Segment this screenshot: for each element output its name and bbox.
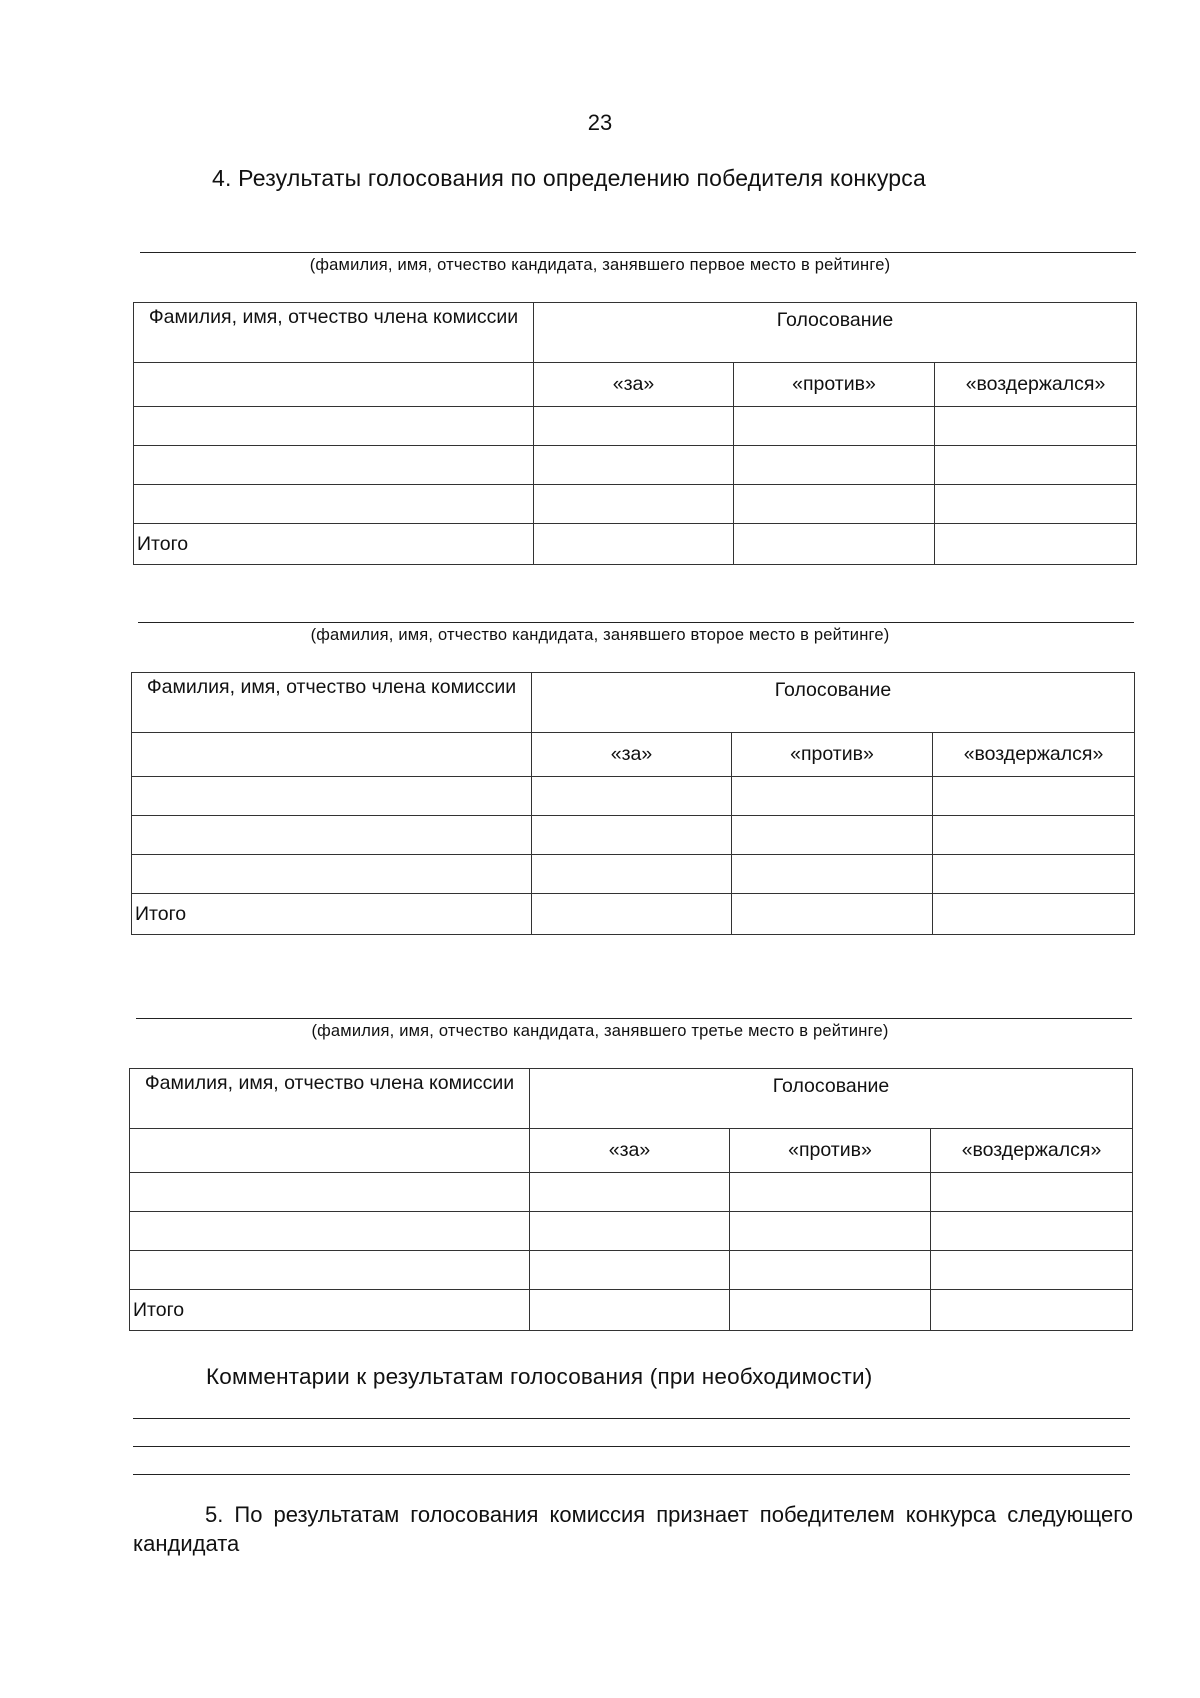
total-against-cell bbox=[734, 524, 935, 565]
vote-for-cell bbox=[530, 1251, 730, 1290]
vote-against-cell bbox=[730, 1251, 931, 1290]
member-name-cell bbox=[132, 855, 532, 894]
comments-title: Комментарии к результатам голосования (при необходимости) bbox=[206, 1364, 873, 1389]
member-name-cell bbox=[134, 485, 534, 524]
candidate-2-caption: (фамилия, имя, отчество кандидата, занявшего второе место в рейтинге) bbox=[310, 626, 890, 644]
vote-for-cell bbox=[532, 777, 732, 816]
member-name-cell bbox=[132, 733, 532, 777]
comment-line bbox=[133, 1418, 1130, 1419]
member-name-cell bbox=[134, 363, 534, 407]
table-row bbox=[132, 777, 1135, 816]
candidate-1-caption: (фамилия, имя, отчество кандидата, занявшего первое место в рейтинге) bbox=[309, 256, 891, 274]
vote-abstain-cell bbox=[931, 1212, 1133, 1251]
vote-for-header: «за» bbox=[534, 363, 734, 407]
comment-line bbox=[133, 1446, 1130, 1447]
vote-abstain-cell bbox=[935, 485, 1137, 524]
vote-for-cell bbox=[532, 816, 732, 855]
candidate-3-name-line bbox=[136, 1018, 1132, 1019]
total-row bbox=[130, 1290, 1133, 1331]
total-row bbox=[132, 894, 1135, 935]
total-abstain-cell bbox=[931, 1290, 1133, 1331]
total-row bbox=[134, 524, 1137, 565]
candidate-2-vote-table bbox=[131, 672, 1135, 935]
candidate-2-name-line bbox=[138, 622, 1134, 623]
member-name-cell bbox=[130, 1173, 530, 1212]
vote-abstain-header: «воздержался» bbox=[931, 1129, 1133, 1173]
vote-for-cell bbox=[532, 855, 732, 894]
vote-against-cell bbox=[732, 816, 933, 855]
member-name-header: Фамилия, имя, отчество члена комиссии bbox=[132, 673, 532, 733]
vote-for-header: «за» bbox=[532, 733, 732, 777]
member-name-header: Фамилия, имя, отчество члена комиссии bbox=[130, 1069, 530, 1129]
vote-abstain-cell bbox=[933, 816, 1135, 855]
total-against-cell bbox=[732, 894, 933, 935]
section-4-heading: 4. Результаты голосования по определению победителя конкурса bbox=[212, 165, 926, 191]
voting-header: Голосование bbox=[530, 1069, 1133, 1129]
voting-header: Голосование bbox=[532, 673, 1135, 733]
member-name-header: Фамилия, имя, отчество члена комиссии bbox=[134, 303, 534, 363]
member-name-cell bbox=[134, 446, 534, 485]
voting-header: Голосование bbox=[534, 303, 1137, 363]
member-name-cell bbox=[130, 1129, 530, 1173]
candidate-3-caption: (фамилия, имя, отчество кандидата, занявшего третье место в рейтинге) bbox=[311, 1022, 889, 1040]
table-row bbox=[134, 485, 1137, 524]
member-name-cell bbox=[132, 777, 532, 816]
total-label: Итого bbox=[134, 524, 534, 565]
comment-line bbox=[133, 1474, 1130, 1475]
candidate-1-name-line bbox=[140, 252, 1136, 253]
total-against-cell bbox=[730, 1290, 931, 1331]
table-row bbox=[130, 1173, 1133, 1212]
vote-against-cell bbox=[732, 855, 933, 894]
total-for-cell bbox=[532, 894, 732, 935]
vote-against-cell bbox=[730, 1173, 931, 1212]
table-row bbox=[130, 1212, 1133, 1251]
total-label: Итого bbox=[130, 1290, 530, 1331]
vote-against-header: «против» bbox=[730, 1129, 931, 1173]
vote-abstain-header: «воздержался» bbox=[935, 363, 1137, 407]
vote-abstain-cell bbox=[935, 446, 1137, 485]
vote-abstain-header: «воздержался» bbox=[933, 733, 1135, 777]
vote-for-cell bbox=[534, 446, 734, 485]
table-row bbox=[134, 407, 1137, 446]
vote-against-cell bbox=[734, 446, 935, 485]
candidate-3-vote-table bbox=[129, 1068, 1133, 1331]
page-number: 23 bbox=[587, 110, 613, 135]
vote-against-cell bbox=[732, 777, 933, 816]
member-name-cell bbox=[130, 1212, 530, 1251]
total-label: Итого bbox=[132, 894, 532, 935]
total-abstain-cell bbox=[935, 524, 1137, 565]
vote-abstain-cell bbox=[931, 1173, 1133, 1212]
total-for-cell bbox=[534, 524, 734, 565]
table-row bbox=[132, 816, 1135, 855]
section-5-number: 5. bbox=[205, 1502, 224, 1527]
vote-against-header: «против» bbox=[734, 363, 935, 407]
total-abstain-cell bbox=[933, 894, 1135, 935]
total-for-cell bbox=[530, 1290, 730, 1331]
table-row bbox=[134, 446, 1137, 485]
vote-against-cell bbox=[734, 407, 935, 446]
vote-abstain-cell bbox=[935, 407, 1137, 446]
vote-against-cell bbox=[734, 485, 935, 524]
vote-abstain-cell bbox=[931, 1251, 1133, 1290]
vote-for-cell bbox=[530, 1212, 730, 1251]
member-name-cell bbox=[134, 407, 534, 446]
section-5-text: По результатам голосования комиссия признает победителем конкурса следующего кандидата bbox=[133, 1502, 1133, 1556]
vote-for-cell bbox=[534, 485, 734, 524]
vote-for-header: «за» bbox=[530, 1129, 730, 1173]
table-row bbox=[130, 1251, 1133, 1290]
candidate-1-vote-table bbox=[133, 302, 1137, 565]
vote-against-header: «против» bbox=[732, 733, 933, 777]
section-5-paragraph bbox=[133, 1500, 1133, 1558]
member-name-cell bbox=[132, 816, 532, 855]
vote-for-cell bbox=[534, 407, 734, 446]
vote-for-cell bbox=[530, 1173, 730, 1212]
vote-abstain-cell bbox=[933, 855, 1135, 894]
member-name-cell bbox=[130, 1251, 530, 1290]
vote-against-cell bbox=[730, 1212, 931, 1251]
table-row bbox=[132, 855, 1135, 894]
vote-abstain-cell bbox=[933, 777, 1135, 816]
